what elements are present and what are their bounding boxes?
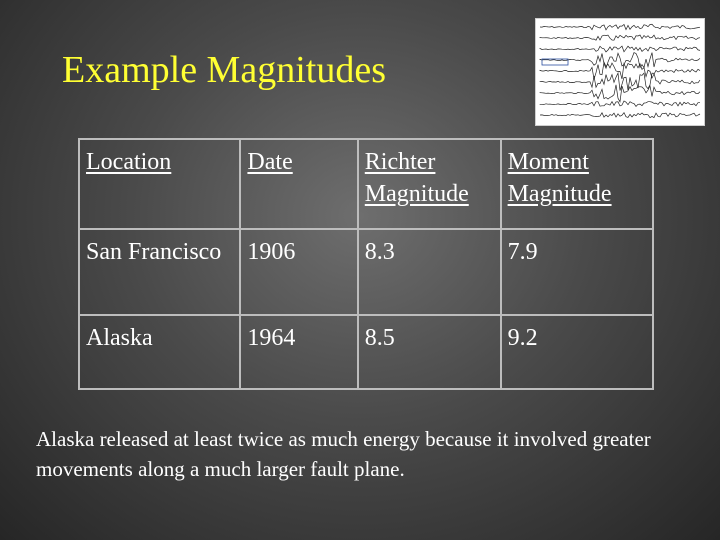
slide-title: Example Magnitudes [62,49,386,91]
table-header-row [79,139,653,229]
cell-richter: 8.5 [358,315,501,389]
header-richter: Richter Magnitude [358,139,501,229]
cell-date: 1964 [240,315,357,389]
header-moment: Moment Magnitude [501,139,653,229]
cell-richter: 8.3 [358,229,501,315]
cell-date: 1906 [240,229,357,315]
seismogram-image [535,18,705,126]
magnitude-table [78,138,654,390]
header-date: Date [240,139,357,229]
table-row [79,229,653,315]
footnote-text: Alaska released at least twice as much energy because it involved greater movements along a much larger fault plane. [36,427,651,481]
cell-location: San Francisco [79,229,240,315]
header-location: Location [79,139,240,229]
cell-location: Alaska [79,315,240,389]
table-row [79,315,653,389]
cell-moment: 9.2 [501,315,653,389]
cell-moment: 7.9 [501,229,653,315]
